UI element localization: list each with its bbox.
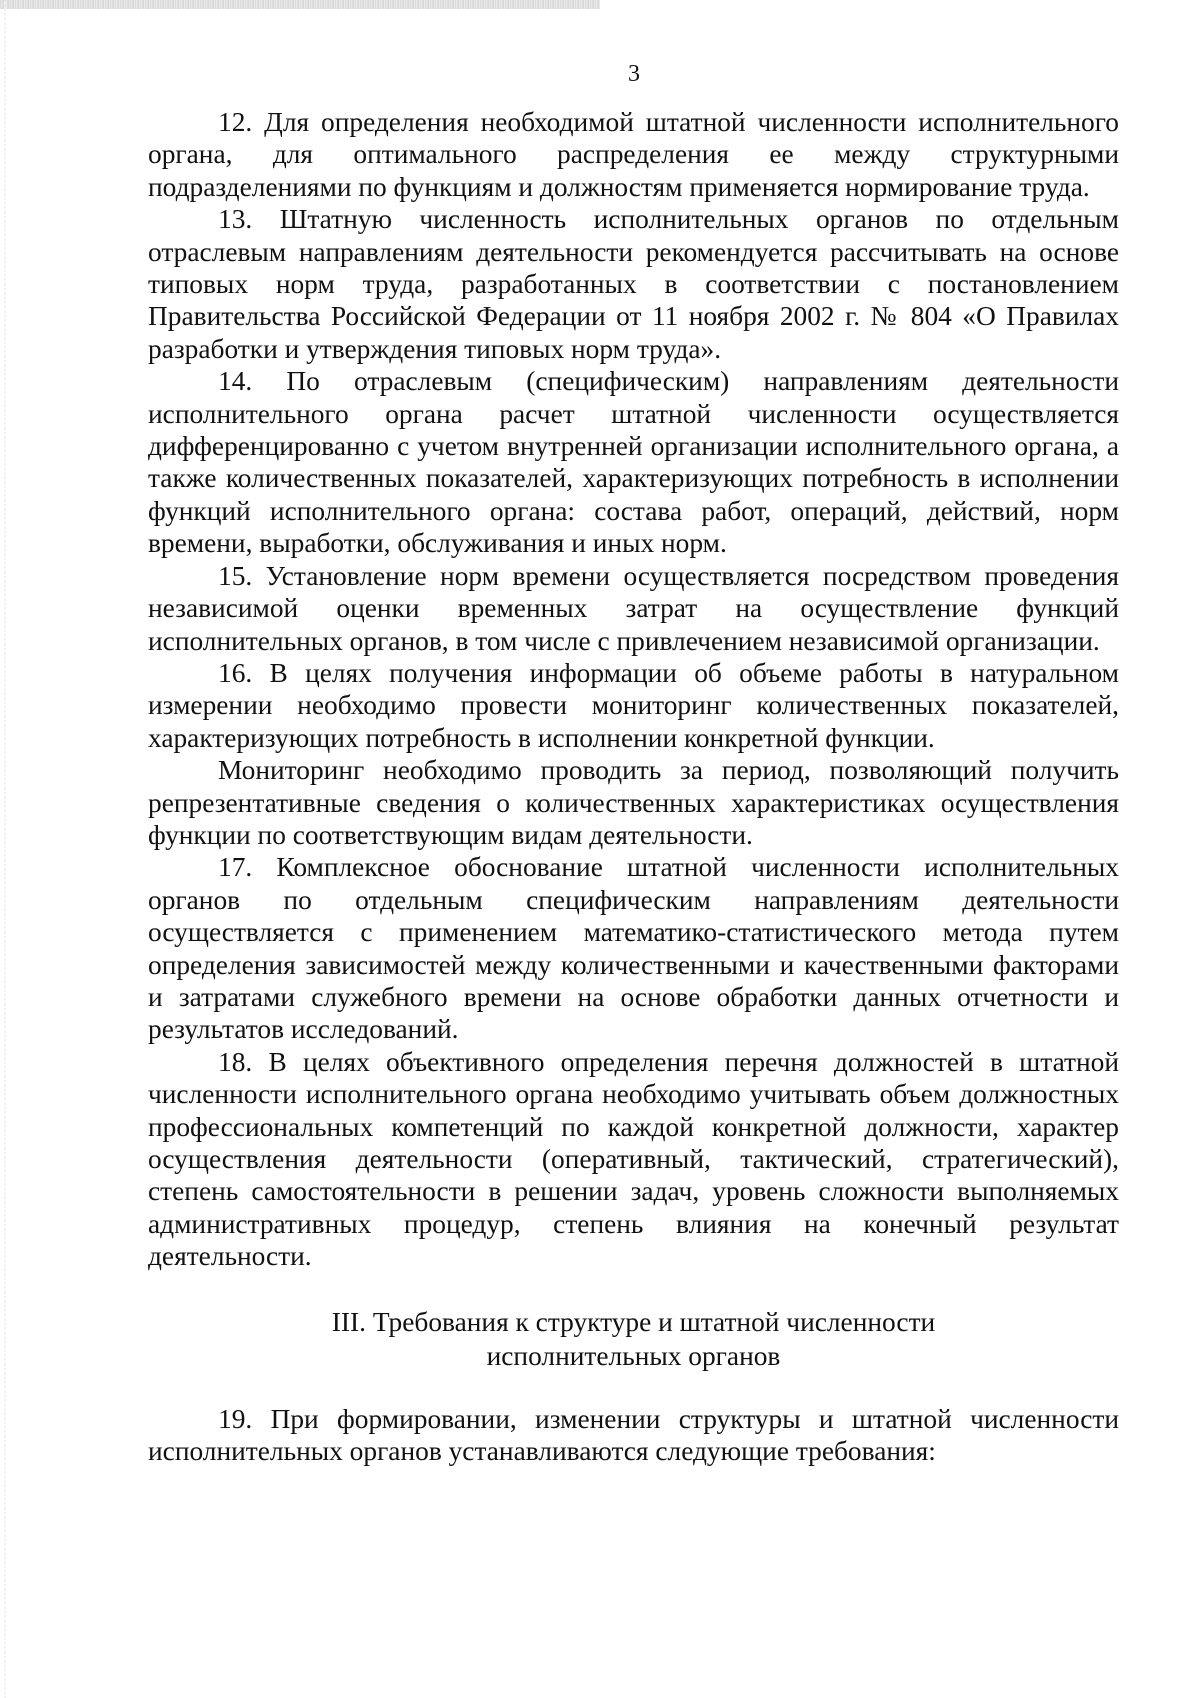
scan-edge-left — [4, 0, 6, 1698]
paragraph-18: 18. В целях объективного определения перечня должностей в штатной численности исполнительного органа необходимо учитывать объем должностных профессиональных компетенций по каждой конкретной должности, характер осуществления деятельности (оперативный, тактический, стратегический), степень самостоятельности в решении задач, уровень сложности выполняемых административных процедур, степень влияния на конечный результат деятельности. — [148, 1046, 1119, 1272]
scan-edge-top — [0, 0, 600, 9]
paragraph-17: 17. Комплексное обоснование штатной численности исполнительных органов по отдельным специфическим направлениям деятельности осуществляется с применением математико-статистического метода путем определения зависимостей между количественными и качественными факторами и затратами служебного времени на основе обработки данных отчетности и результатов исследований. — [148, 852, 1119, 1045]
section-heading-line-1: III. Требования к структуре и штатной численности — [331, 1306, 936, 1337]
paragraph-15: 15. Установление норм времени осуществляется посредством проведения независимой оценки временных затрат на осуществление функций исполнительных органов, в том числе с привлечением независимой организации. — [148, 560, 1119, 656]
paragraph-12: 12. Для определения необходимой штатной численности исполнительного органа, для оптимального распределения ее между структурными подразделениями по функциям и должностям применяется нормирование труда. — [148, 107, 1119, 202]
section-heading-line-2: исполнительных органов — [486, 1340, 781, 1371]
paragraph-16: 16. В целях получения информации об объеме работы в натуральном измерении необходимо провести мониторинг количественных показателей, характеризующих потребность в исполнении конкретной функции. — [148, 657, 1119, 753]
page-number: 3 — [628, 61, 640, 87]
paragraph-16-monitoring: Мониторинг необходимо проводить за период, позволяющий получить репрезентативные сведения о количественных характеристиках осуществления функции по соответствующим видам деятельности. — [148, 755, 1119, 850]
paragraph-19: 19. При формировании, изменении структуры и штатной численности исполнительных органов устанавливаются следующие требования: — [148, 1403, 1119, 1467]
paragraph-13: 13. Штатную численность исполнительных органов по отдельным отраслевым направлениям деятельности рекомендуется рассчитывать на основе типовых норм труда, разработанных в соответствии с постановлением Правительства Российской Федерации от 11 ноября 2002 г. № 804 «О Правилах разработки и утверждения типовых норм труда». — [148, 204, 1119, 364]
section-heading — [148, 1305, 1119, 1373]
paragraph-14: 14. По отраслевым (специфическим) направлениям деятельности исполнительного органа расчет штатной численности осуществляется дифференцированно с учетом внутренней организации исполнительного органа, а также количественных показателей, характеризующих потребность в исполнении функций исполнительного органа: состава работ, операций, действий, норм времени, выработки, обслуживания и иных норм. — [148, 366, 1119, 559]
document-body — [148, 106, 1119, 1467]
